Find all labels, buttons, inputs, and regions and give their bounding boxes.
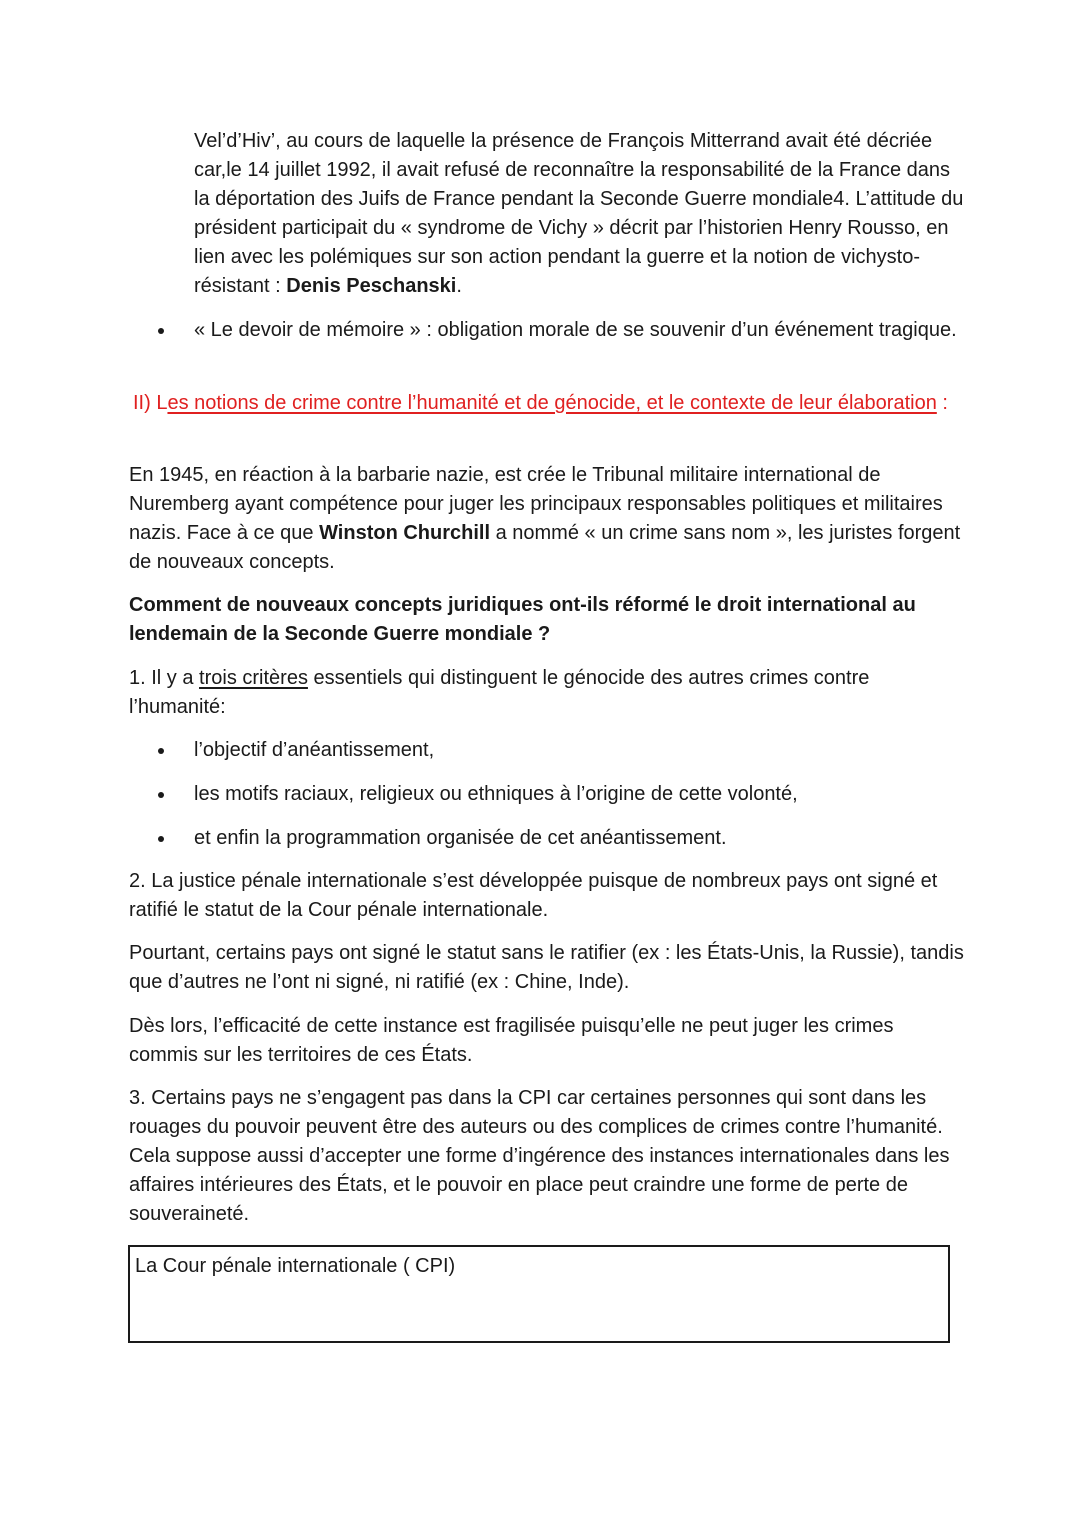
cpi-box-label: La Cour pénale internationale ( CPI) [135, 1255, 456, 1277]
intro-paragraph: En 1945, en réaction à la barbarie nazie, est crée le Tribunal militaire international de Nuremberg ayant compétence pour juger les principaux responsables politiques et militaires nazis. Face à ce que Winston Churchill a nommé « un crime sans nom », les juristes forgent de nouveaux concepts. [129, 464, 961, 573]
bullet-icon [158, 328, 164, 334]
point-2-continued: Pourtant, certains pays ont signé le statut sans le ratifier (ex : les États-Unis, la Russie), tandis que d’autres ne l’ont ni signé, ni ratifié (ex : Chine, Inde). [129, 942, 964, 993]
churchill-name: Winston Churchill [319, 522, 491, 544]
point-2-conclusion: Dès lors, l’efficacité de cette instance est fragilisée puisqu’elle ne peut juger les crimes commis sur les territoires de ces États. [129, 1015, 894, 1066]
bullet-icon [158, 748, 164, 754]
point-3: 3. Certains pays ne s’engagent pas dans la CPI car certaines personnes qui sont dans les rouages du pouvoir peuvent être des auteurs ou des complices de crimes contre l’humanité. Cela suppose aussi d’accepter une forme d’ingérence des instances internationales dans les affaires intérieures des États, et le pouvoir en place peut craindre une forme de perte de souveraineté. [129, 1087, 950, 1225]
bullet-icon [158, 792, 164, 798]
author-name: Denis Peschanski [286, 275, 457, 297]
bullet-icon [158, 836, 164, 842]
point-2: 2. La justice pénale internationale s’est développée puisque de nombreux pays ont signé et ratifié le statut de la Cour pénale internationale. [129, 870, 938, 921]
document-page: Vel’d’Hiv’, au cours de laquelle la présence de François Mitterrand avait été décriée car,le 14 juillet 1992, il avait refusé de reconnaître la responsabilité de la France dans la déportation des Juifs de France pendant la Seconde Guerre mondiale4. L’attitude du président participait du « syndrome de Vichy » décrit par l’historien Henry Rousso, en lien avec les polémiques sur son action pendant la guerre et la notion de vichysto-résistant : Denis Peschanski. « Le devoir de mémoire » : obligation morale de se souvenir d’un événement tragique. II) Les notions de crime contre l’humanité et de génocide, et le contexte de leur élaboration : En 1945, en réaction à la barbarie nazie, est crée le Tribunal militaire international de Nuremberg ayant compétence pour juger les principaux responsables politiques et militaires nazis. Face à ce que Winston Churchill a nommé « un crime sans nom », les juristes forgent de nouveaux concepts. Comment de nouveaux concepts juridiques ont-ils réformé le droit international au lendemain de la Seconde Guerre mondiale ? 1. Il y a trois critères essentiels qui distinguent le génocide des autres crimes contre l’humanité: l’objectif d’anéantissement, les motifs raciaux, religieux ou ethniques à l’origine de cette volonté, et enfin la programmation organisée de cet anéantissement. 2. La justice pénale internationale s’est développée puisque de nombreux pays ont signé et ratifié le statut de la Cour pénale internationale. Pourtant, certains pays ont signé le statut sans le ratifier (ex : les États-Unis, la Russie), tandis que d’autres ne l’ont ni signé, ni ratifié (ex : Chine, Inde). Dès lors, l’efficacité de cette instance est fragilisée puisqu’elle ne peut juger les crimes commis sur les territoires de ces États. 3. Certains pays ne s’engagent pas dans la CPI car certaines personnes qui sont dans les rouages du pouvoir peuvent être des auteurs ou des complices de crimes contre l’humanité. Cela suppose aussi d’accepter une forme d’ingérence des instances internationales dans les affaires intérieures des États, et le pouvoir en place peut craindre une forme de perte de souveraineté. La Cour pénale internationale ( CPI) [0, 0, 1080, 1527]
point-1: 1. Il y a trois critères essentiels qui distinguent le génocide des autres crimes contre l’humanité: [129, 667, 870, 718]
problem-question: Comment de nouveaux concepts juridiques ont-ils réformé le droit international au lendemain de la Seconde Guerre mondiale ? [129, 594, 916, 645]
continuation-paragraph: Vel’d’Hiv’, au cours de laquelle la présence de François Mitterrand avait été décriée car,le 14 juillet 1992, il avait refusé de reconnaître la responsabilité de la France dans la déportation des Juifs de France pendant la Seconde Guerre mondiale4. L’attitude du président participait du « syndrome de Vichy » décrit par l’historien Henry Rousso, en lien avec les polémiques sur son action pendant la guerre et la notion de vichysto-résistant : Denis Peschanski. [194, 130, 964, 297]
section-heading: II) Les notions de crime contre l’humanité et de génocide, et le contexte de leur élaboration : [133, 392, 948, 414]
cpi-box [128, 1245, 950, 1343]
